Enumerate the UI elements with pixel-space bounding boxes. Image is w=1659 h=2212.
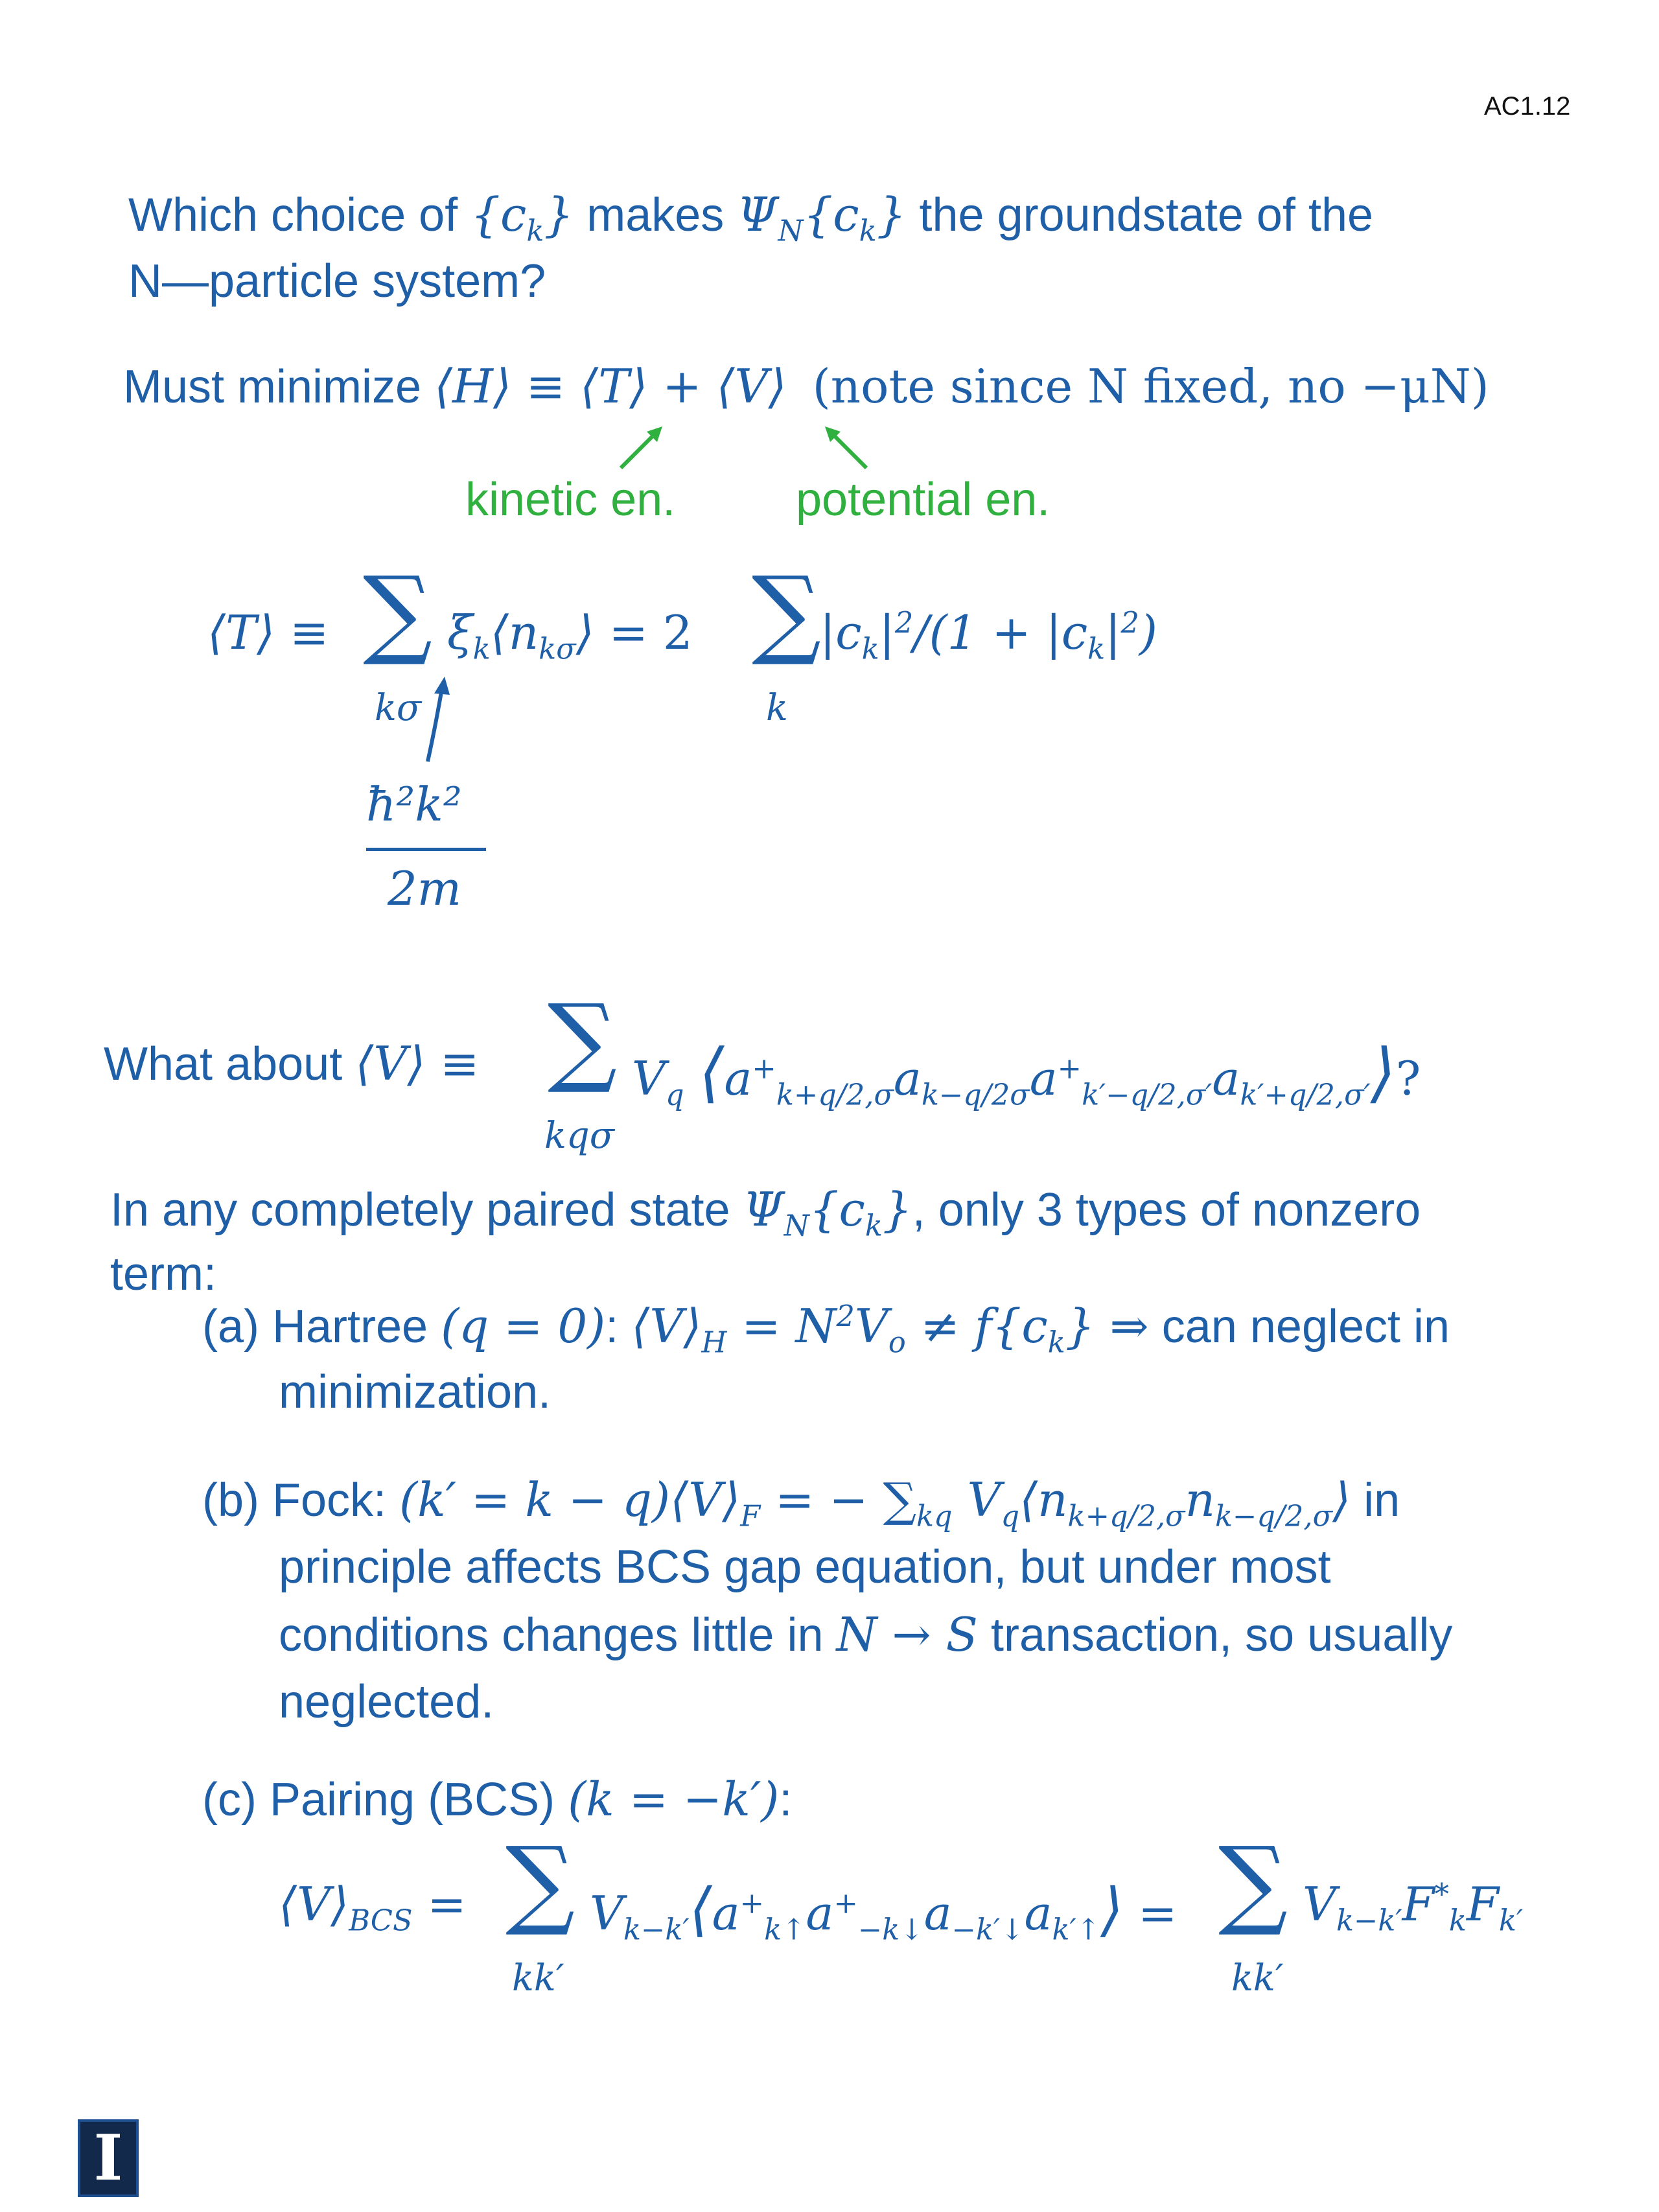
fock-line-3: conditions changes little in N → S transaction, so usually [279, 1607, 1453, 1662]
kinetic-arrow-icon [616, 421, 667, 473]
minimize-line [123, 359, 1489, 413]
minimize-prefix: Must minimize [123, 361, 435, 413]
hartree-text-b: can neglect in [1148, 1301, 1450, 1353]
V-line [104, 1036, 480, 1091]
T-sum-1-index: kσ [375, 687, 422, 729]
what-about-prefix: What about [104, 1038, 356, 1090]
T-lhs: ⟨T⟩ ≡ [207, 605, 329, 660]
xi-fraction-line [366, 848, 486, 851]
bcs-sum-1-index: kk′ [512, 1957, 564, 1999]
V-expr: $V_q$ $⟨a^+_{k+q/2,\sigma}a_{k-q/2\sigma}a^+_{k'-q/2,\sigma'}a_{k'+q/2,\sigma'}⟩$? [632, 1034, 1421, 1112]
bcs-sum-1: ∑ [505, 1826, 575, 1939]
fock-text-c: conditions changes little in [279, 1609, 837, 1661]
potential-arrow-icon [820, 421, 872, 473]
paired-text-a: In any completely paired state [110, 1184, 743, 1236]
T-sum-1: ∑ [363, 556, 433, 669]
pairing-text-a: (c) Pairing (BCS) [202, 1774, 568, 1826]
university-logo [78, 2119, 139, 2197]
bcs-lhs-V: ⟨V⟩ [279, 1877, 349, 1931]
T-rhs-c: |c [820, 605, 862, 660]
question-line-1: Which choice of $\{c_k\}$ makes $\Psi_N\{c_k\}$ the groundstate of the [128, 187, 1374, 248]
T-occ: ⟨n [490, 605, 539, 660]
T-eq2: = 2 [609, 605, 693, 660]
T-sum-2-index: k [766, 687, 788, 729]
potential-label: potential en. [796, 474, 1050, 526]
hartree-text-a: (a) Hartree [202, 1301, 441, 1353]
question-line-2: N—particle system? [128, 255, 546, 307]
V-sum: ∑ [548, 984, 618, 1097]
xi-arrow-icon [415, 674, 467, 765]
bcs-middle: $V_{k-k'}⟨a^+_{k↑}a^+_{-k↓}a_{-k'↓}a_{k'↑}⟩$ = [590, 1876, 1178, 1947]
xi-denominator: 2m [388, 861, 462, 916]
fock-text-d: transaction, so usually [977, 1609, 1453, 1661]
paired-line-2: term: [110, 1248, 217, 1300]
fock-text-a: (b) Fock: [202, 1474, 400, 1526]
what-about-lhs: ⟨V⟩ ≡ [355, 1036, 480, 1091]
paired-line-1: In any completely paired state $\Psi_N\{c_k\}$, only 3 types of nonzero [110, 1182, 1421, 1243]
logo-glyph: I [93, 2121, 123, 2195]
question-text-c: the groundstate of the [906, 189, 1374, 241]
question-text-b: makes [574, 189, 737, 241]
T-equation [207, 605, 329, 660]
T-term: ξ [447, 605, 473, 660]
minimize-expr: ⟨H⟩ ≡ ⟨T⟩ + ⟨V⟩ [434, 359, 787, 413]
paired-text-b: , only 3 types of nonzero [912, 1184, 1421, 1236]
fock-text-b: in [1351, 1474, 1400, 1526]
kinetic-label: kinetic en. [465, 474, 676, 526]
T-middle: $\xi_k⟨n_{k\sigma}⟩ = 2$ [447, 605, 693, 666]
bcs-sum-2-index: kk′ [1231, 1957, 1284, 1999]
V-sum-index: kqσ [544, 1115, 615, 1157]
bcs-sum-2: ∑ [1218, 1826, 1288, 1939]
bcs-rhs: $V_{k-k'}F^*_kF_{k'}$ [1303, 1877, 1524, 1938]
bcs-lhs: $⟨V⟩_{BCS}$ = [279, 1877, 467, 1938]
slide-label: AC1.12 [1484, 92, 1571, 121]
T-sum-2: ∑ [752, 556, 822, 669]
pairing-line-1: (c) Pairing (BCS) (k = −k′): [202, 1772, 793, 1826]
xi-numerator: ħ²k² [366, 777, 462, 832]
question-text-a: Which choice of [128, 189, 471, 241]
hartree-line-2: minimization. [279, 1366, 551, 1418]
T-rhs: $|c_k|^2/(1 + |c_k|^2)$ [820, 605, 1157, 666]
fock-line-1: (b) Fock: $(k' = k - q)⟨V⟩_F$ = − $\sum_{kq}$ $V_q⟨n_{k+q/2,\sigma}n_{k-q/2,\sigma}⟩$ in [202, 1473, 1400, 1533]
hartree-line-1: (a) Hartree (q = 0): $⟨V⟩_H = N^2V_o \ne f\{c_k\}$ ⇒ can neglect in [202, 1299, 1450, 1360]
minimize-note: (note since N fixed, no −μN) [812, 359, 1489, 413]
fock-line-4: neglected. [279, 1676, 494, 1728]
fock-line-2: principle affects BCS gap equation, but under most [279, 1541, 1331, 1593]
